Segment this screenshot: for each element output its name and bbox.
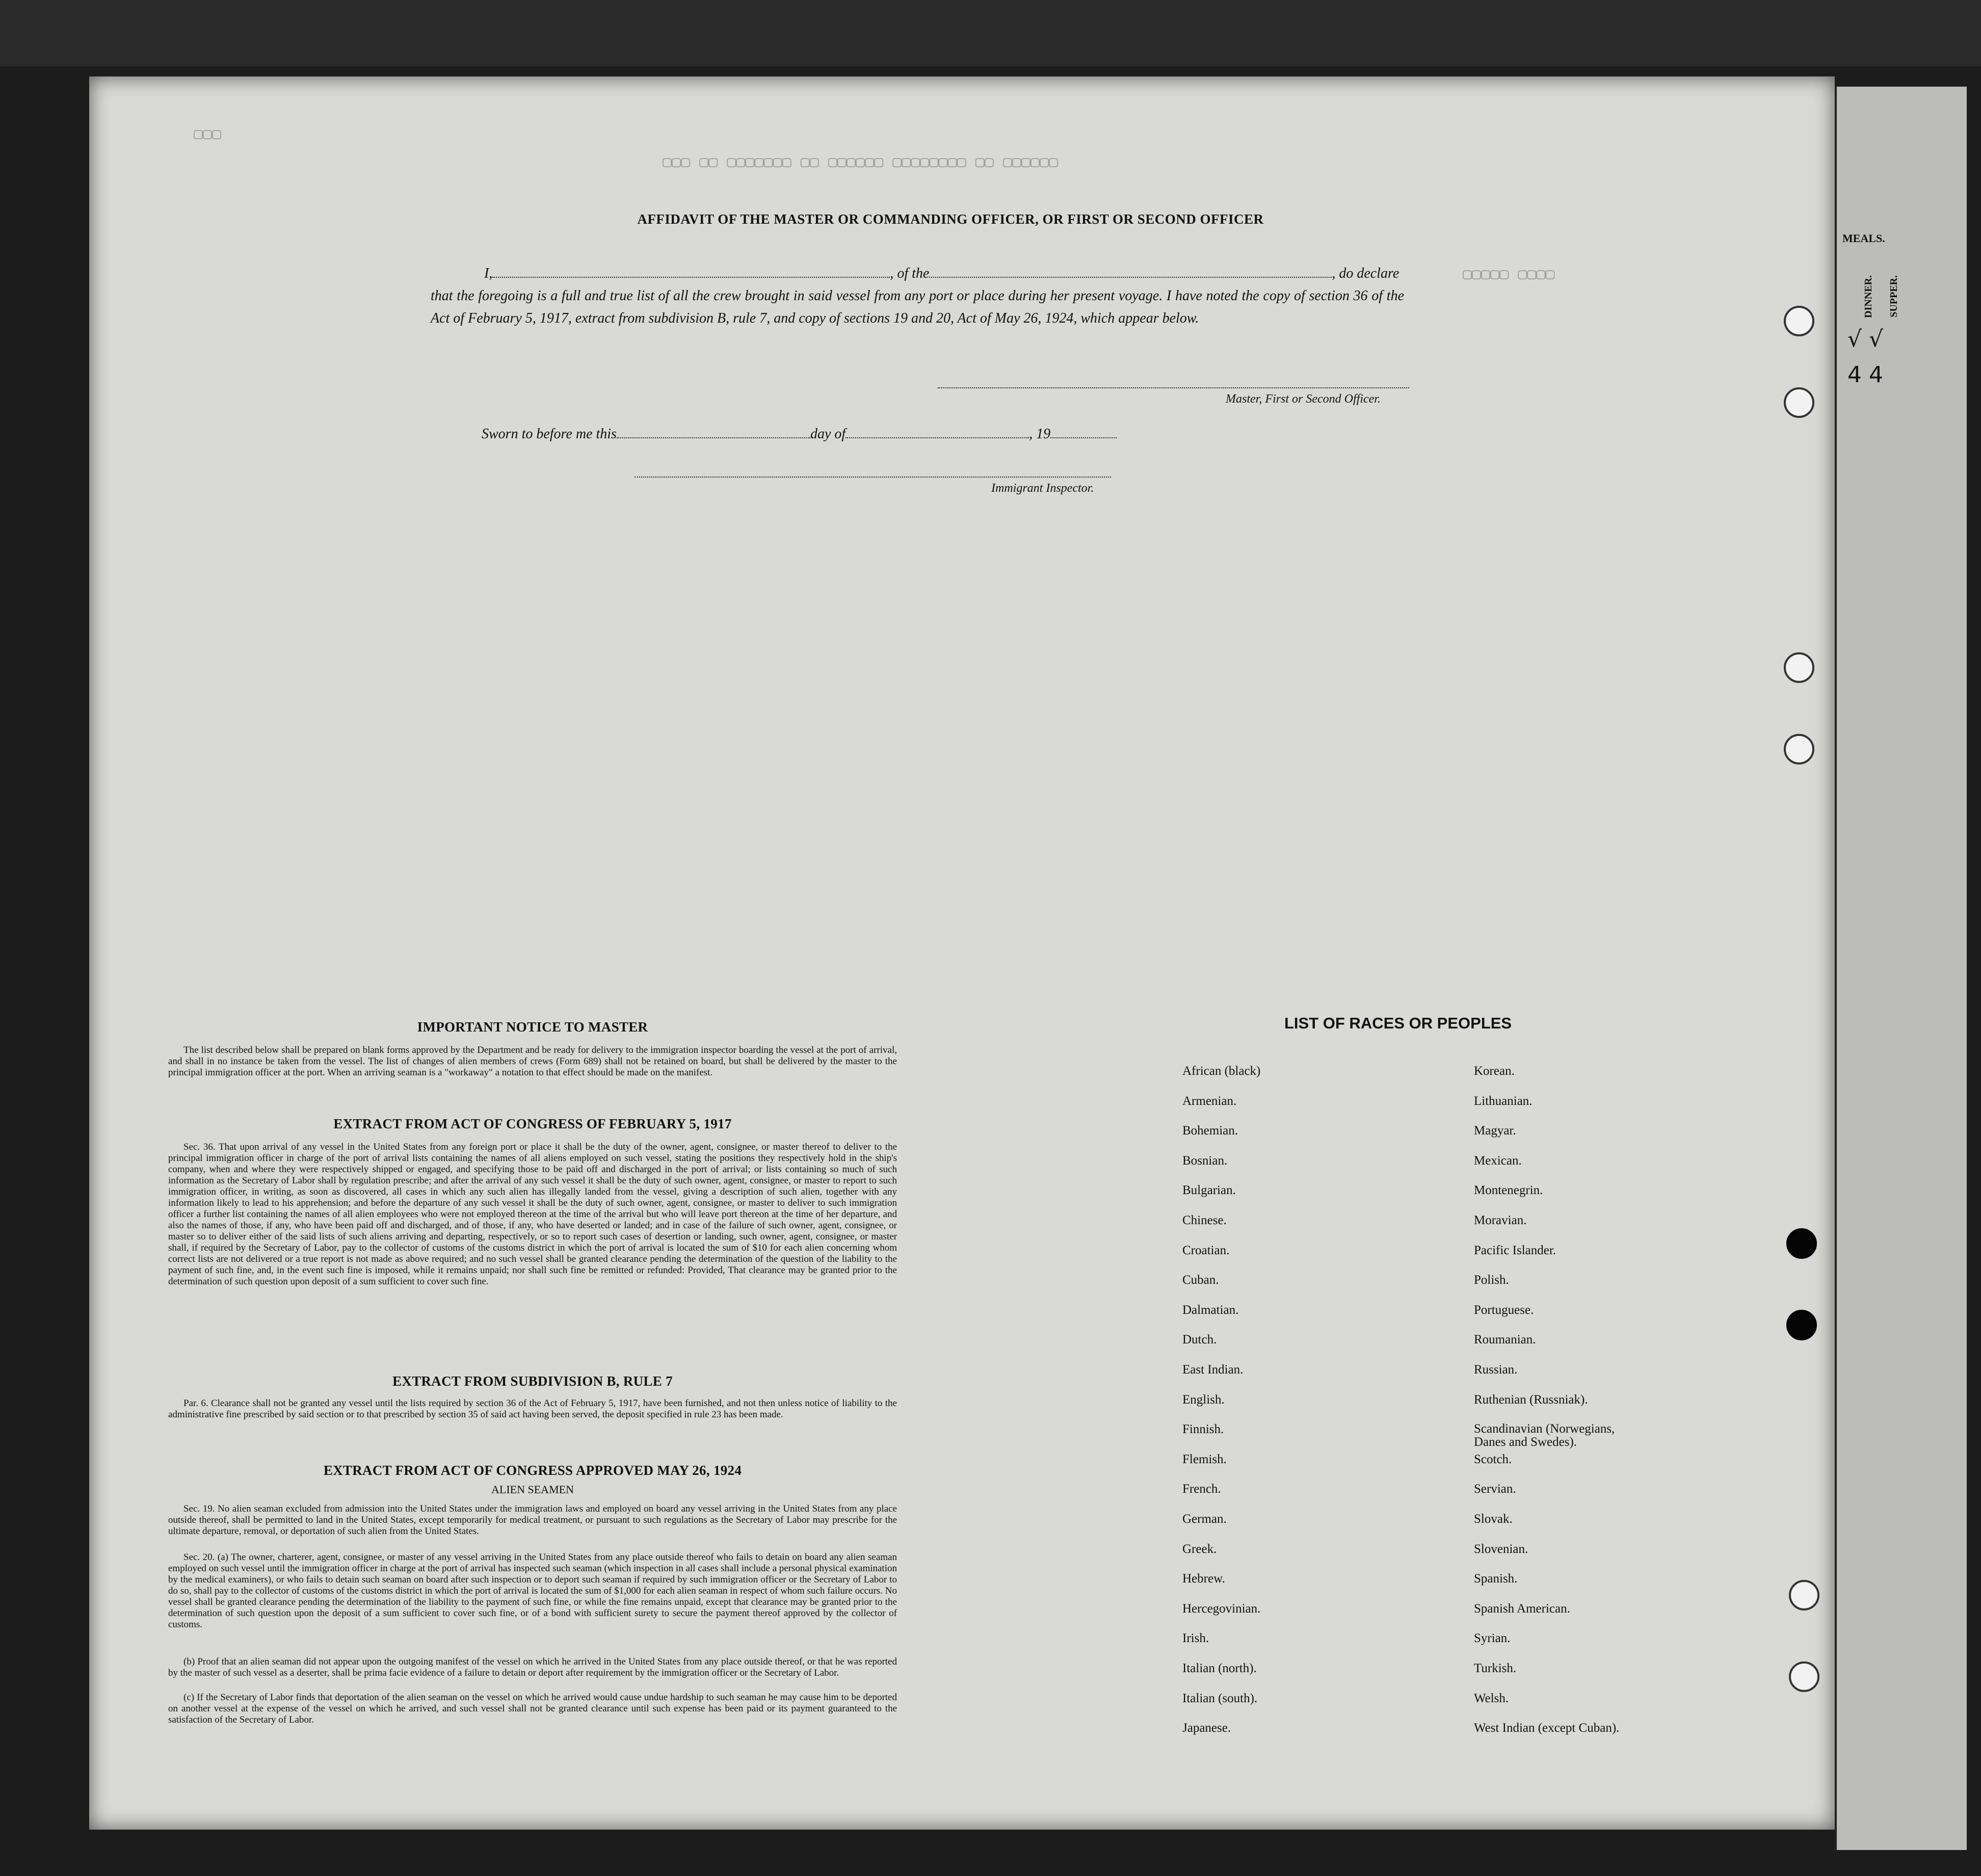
sworn-day-blank[interactable] (617, 437, 810, 438)
punch-hole (1789, 1661, 1819, 1692)
race-item: Montenegrin. (1474, 1183, 1543, 1198)
affidavit-body (431, 262, 1404, 330)
notice-text: The list described below shall be prepared on blank forms approved by the Department and be ready for delivery to the immigration inspector boarding the vessel at the port of arrival, and shall in no instance be taken from the vessel. The list of changes of alien members of crews (Form 689) shall not be retained on board, but shall be delivered by the master to the principal immigration officer at the port. When an arriving seaman is a "workaway" a notation to that effect should be made on the manifest. (168, 1045, 897, 1078)
extract-1924-subtitle: ALIEN SEAMEN (491, 1483, 574, 1496)
affidavit-declaration-line (431, 262, 1404, 285)
extract-rule7-title: EXTRACT FROM SUBDIVISION B, RULE 7 (392, 1373, 673, 1389)
race-item: English. (1182, 1392, 1225, 1407)
race-item: Croatian. (1182, 1243, 1230, 1257)
extract-1924-sec20c: (c) If the Secretary of Labor finds that deportation of the alien seaman on the vessel on which he arrived would cause undue hardship to such seaman he may cause him to be deported on another vessel at the expense of the vessel on which he arrived, and such vessel shall not be granted clearance until such expense has been paid or its payment guaranteed to the satisfaction of the Secretary of Labor. (168, 1692, 897, 1725)
race-item: Slovenian. (1474, 1542, 1528, 1556)
supper-column-label: SUPPER. (1888, 275, 1899, 318)
race-item: Servian. (1474, 1482, 1516, 1496)
race-item: Bosnian. (1182, 1153, 1228, 1168)
year-label: , 19 (1029, 426, 1051, 442)
punch-hole (1784, 306, 1814, 336)
race-item: West Indian (except Cuban). (1474, 1721, 1620, 1735)
punch-hole (1789, 1580, 1819, 1610)
extract-1924-title: EXTRACT FROM ACT OF CONGRESS APPROVED MAY 26, 1924 (323, 1463, 742, 1478)
punch-hole (1786, 1310, 1817, 1340)
races-title: LIST OF RACES OR PEOPLES (1284, 1014, 1512, 1032)
race-item: Mexican. (1474, 1153, 1522, 1168)
race-item: Ruthenian (Russniak). (1474, 1392, 1588, 1407)
race-item: Armenian. (1182, 1094, 1237, 1108)
race-item: Japanese. (1182, 1721, 1231, 1735)
affidavit-text: that the foregoing is a full and true list of all the crew brought in said vessel from any port or place during her present voyage. I have noted the copy of section 36 of the Act of February 5, 1917, extract from subdivision B, rule 7, and copy of sections 19 and 20, Act of May 26, 1924, which appear below. (431, 288, 1404, 326)
race-item: Polish. (1474, 1273, 1509, 1287)
inspector-signature-line[interactable] (635, 477, 1111, 478)
sworn-line (482, 423, 1117, 445)
race-item: German. (1182, 1512, 1227, 1526)
meal-checkmark: 4 4 (1847, 362, 1883, 388)
extract-1924-sec20a: Sec. 20. (a) The owner, charterer, agent, consignee, or master of any vessel arriving in the United States from any place outside thereof who fails to detain on board any alien seaman employed on such vessel until the immigration officer in charge at the port of arrival has inspected such seaman (which inspection in all cases shall include a personal physical examination by the medical examiners), or who fails to detain such seaman on board after such inspection or to deport such seaman if required by such immigration officer or the Secretary of Labor to do so, shall pay to the collector of customs of the customs district in which the port of arrival is located the sum of $1,000 for each alien seaman in respect of whom such failure occurs. No vessel shall be granted clearance pending the determination of the liability to the payment of such fine, or while the fine remains unpaid, except that clearance may be granted prior to the determination of such question upon the deposit of a sum sufficient to cover such fine, or of a bond with sufficient surety to secure the payment thereof approved by the collector of customs. (168, 1552, 897, 1630)
extract-rule7-text: Par. 6. Clearance shall not be granted any vessel until the lists required by section 36 of the Act of February 5, 1917, have been furnished, and not then unless notice of liability to the administrative fine prescribed by said section or to that prescribed by section 35 of said act having been served, the deposit specified in rule 23 has been made. (168, 1398, 897, 1420)
race-item: Greek. (1182, 1542, 1217, 1556)
race-item: Portuguese. (1474, 1303, 1534, 1317)
bleed-through-text: ▢▢▢ ▢▢ ▢▢▢▢▢▢▢ ▢▢ ▢▢▢▢▢▢ ▢▢▢▢▢▢▢▢ ▢▢ ▢▢▢▢▢▢ (663, 154, 1059, 172)
race-item: Syrian. (1474, 1631, 1511, 1646)
scan-top-edge (0, 0, 1981, 66)
master-caption: Master, First or Second Officer. (1226, 392, 1381, 406)
race-item: Pacific Islander. (1474, 1243, 1556, 1257)
meals-header: MEALS. (1842, 232, 1885, 245)
extract-1924-sec19: Sec. 19. No alien seaman excluded from admission into the United States under the immigration laws and employed on board any vessel arriving in the United States from any place outside thereof, shall be permitted to land in the United States, except temporarily for medical treatment, or pursuant to such regulations as the Secretary of Labor may prescribe for the ultimate departure, removal, or deportation of such alien from the United States. (168, 1503, 897, 1537)
bleed-through-text: ▢▢▢ (194, 126, 222, 144)
race-item: Russian. (1474, 1363, 1518, 1377)
race-item: Chinese. (1182, 1213, 1227, 1227)
race-item: East Indian. (1182, 1363, 1244, 1377)
race-item: Flemish. (1182, 1452, 1227, 1466)
race-item: Dalmatian. (1182, 1303, 1239, 1317)
master-signature-line[interactable] (938, 387, 1409, 388)
race-item: Magyar. (1474, 1124, 1516, 1138)
race-item: Scandinavian (Norwegians, Danes and Swedes). (1474, 1422, 1615, 1449)
race-item: Italian (south). (1182, 1691, 1258, 1705)
punch-hole (1786, 1228, 1817, 1259)
extract-1917-title: EXTRACT FROM ACT OF CONGRESS OF FEBRUARY 5, 1917 (333, 1116, 732, 1131)
affidavit-do-declare: , do declare (1332, 266, 1399, 281)
vessel-blank[interactable] (929, 277, 1332, 278)
race-item: Lithuanian. (1474, 1094, 1533, 1108)
race-item: Hercegovinian. (1182, 1601, 1261, 1616)
race-item: Turkish. (1474, 1661, 1517, 1675)
race-item: Korean. (1474, 1064, 1515, 1078)
inspector-caption: Immigrant Inspector. (991, 482, 1094, 495)
punch-hole (1784, 734, 1814, 764)
affidavit-title: AFFIDAVIT OF THE MASTER OR COMMANDING OFFICER, OR FIRST OR SECOND OFFICER (637, 212, 1264, 227)
race-item: Spanish American. (1474, 1601, 1570, 1616)
bleed-through-text: ▢▢▢▢▢ ▢▢▢▢ (1463, 267, 1555, 284)
extract-1917-text: Sec. 36. That upon arrival of any vessel in the United States from any foreign port or place it shall be the duty of the owner, agent, consignee, or master thereof to deliver to the principal immigration officer in charge of the port of arrival lists containing the names of all aliens employed on such vessel, stating the positions they respectively hold in the ship's company, when and where they were respectively shipped or engaged, and specifying those to be paid off and discharged in the port of arrival; or lists containing so much of such information as the Secretary of Labor shall by regulation prescribe; and after the arrival of any such vessel it shall be the duty of such owner, agent, consignee, or master to report to such immigration officer, in writing, as soon as discovered, all cases in which any such alien has illegally landed from the vessel, giving a description of such alien, together with any information likely to lead to his apprehension; and before the departure of any such vessel it shall be the duty of such owner, agent, consignee, or master to deliver to such immigration officer a further list containing the names of all alien employees who were not employed thereon at the time of the arrival but who will leave port thereon at the time of her departure, and also the names of those, if any, who have been paid off and discharged, and of those, if any, who have deserted or landed; and in case of the failure of such owner, agent, consignee, or master so to deliver either of the said lists of such aliens arriving and departing, respectively, or so to report such cases of desertion or landing, such owner, agent, consignee, or master shall, if required by the Secretary of Labor, pay to the collector of customs of the customs district in which the port of arrival is located the sum of $10 for each alien concerning whom correct lists are not delivered or a true report is not made as above required; and no such vessel shall be granted clearance pending the determination of the question of the liability to the payment of such fine, and, in the event such fine is imposed, while it remains unpaid; nor shall such fine be remitted or refunded: Provided, That clearance may be granted prior to the determination of such question upon deposit of a sum sufficient to cover such fine. (168, 1142, 897, 1287)
name-blank[interactable] (492, 277, 890, 278)
race-item: Welsh. (1474, 1691, 1509, 1705)
race-item: Italian (north). (1182, 1661, 1257, 1675)
race-item: Spanish. (1474, 1572, 1518, 1586)
race-item: Dutch. (1182, 1333, 1217, 1347)
race-item: Hebrew. (1182, 1572, 1225, 1586)
race-item: Moravian. (1474, 1213, 1527, 1227)
race-item: Roumanian. (1474, 1333, 1536, 1347)
race-item: Scotch. (1474, 1452, 1512, 1466)
race-item: French. (1182, 1482, 1221, 1496)
race-item: Cuban. (1182, 1273, 1219, 1287)
affidavit-i-label: I, (484, 266, 493, 281)
punch-hole (1784, 387, 1814, 418)
extract-1924-sec20b: (b) Proof that an alien seaman did not appear upon the outgoing manifest of the vessel on which he arrived in the United States from any place outside thereof, or that he was reported by the master of such vessel as a deserter, shall be prima facie evidence of a failure to detain or deport after requirement by the immigration officer or the Secretary of Labor. (168, 1656, 897, 1678)
notice-title: IMPORTANT NOTICE TO MASTER (417, 1019, 648, 1035)
day-of-label: day of (810, 426, 846, 442)
punch-hole (1784, 652, 1814, 683)
sworn-label: Sworn to before me this (482, 426, 617, 442)
sworn-month-blank[interactable] (846, 437, 1029, 438)
race-item: Bohemian. (1182, 1124, 1238, 1138)
race-item: Irish. (1182, 1631, 1209, 1646)
affidavit-of-the: , of the (890, 266, 930, 281)
sworn-year-blank[interactable] (1050, 437, 1117, 438)
race-item: Bulgarian. (1182, 1183, 1236, 1198)
race-item: African (black) (1182, 1064, 1261, 1078)
race-item: Finnish. (1182, 1422, 1224, 1437)
race-item: Slovak. (1474, 1512, 1513, 1526)
meal-checkmark: √ √ (1847, 326, 1884, 352)
dinner-column-label: DINNER. (1863, 275, 1874, 318)
